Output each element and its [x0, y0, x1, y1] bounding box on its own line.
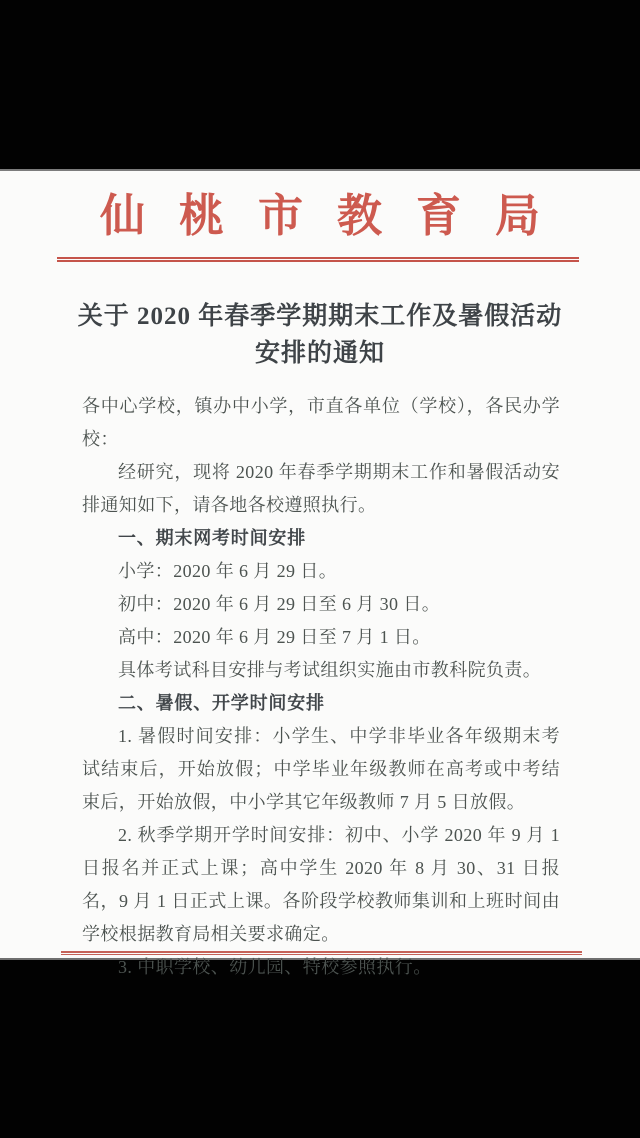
section-2-heading: 二、暑假、开学时间安排	[118, 693, 325, 713]
document-title-line-2: 安排的通知	[254, 340, 385, 367]
top-letterbox	[0, 0, 640, 169]
exam-date-senior-high: 高中：2020 年 6 月 29 日至 7 月 1 日。	[118, 627, 431, 647]
exam-date-junior-high: 初中：2020 年 6 月 29 日至 6 月 30 日。	[118, 594, 441, 614]
autumn-semester-item: 2. 秋季学期开学时间安排：初中、小学 2020 年 9 月 1 日报名并正式上课；高中学生 2020 年 8 月 30、31 日报名，9 月 1 日正式上课。各阶段学校教师集训和上班时间由学校根据教育局相关要求确定。	[82, 825, 560, 944]
document-page	[0, 169, 640, 977]
other-schools-item: 3. 中职学校、幼儿园、特校参照执行。	[118, 957, 432, 977]
document-body	[82, 390, 560, 984]
document-title	[0, 298, 640, 372]
intro-paragraph: 经研究，现将 2020 年春季学期期末工作和暑假活动安排通知如下，请各地各校遵照执行。	[82, 462, 560, 515]
bottom-letterbox	[0, 960, 640, 1138]
section-1-heading: 一、期末网考时间安排	[118, 528, 306, 548]
letterhead-org-name: 仙桃市教育局	[99, 191, 574, 241]
footer-double-rule	[61, 951, 582, 955]
exam-date-primary-school: 小学：2020 年 6 月 29 日。	[118, 561, 338, 581]
letterhead-double-rule	[57, 257, 579, 262]
exam-organization-note: 具体考试科目安排与考试组织实施由市教科院负责。	[118, 660, 542, 680]
salutation-line: 各中心学校，镇办中小学，市直各单位（学校），各民办学校：	[82, 396, 560, 449]
document-title-line-1: 关于 2020 年春季学期期末工作及暑假活动	[77, 303, 563, 330]
vacation-arrangement-item: 1. 暑假时间安排：小学生、中学非毕业各年级期末考试结束后，开始放假；中学毕业年级教师在高考或中考结束后，开始放假，中小学其它年级教师 7 月 5 日放假。	[82, 726, 560, 812]
